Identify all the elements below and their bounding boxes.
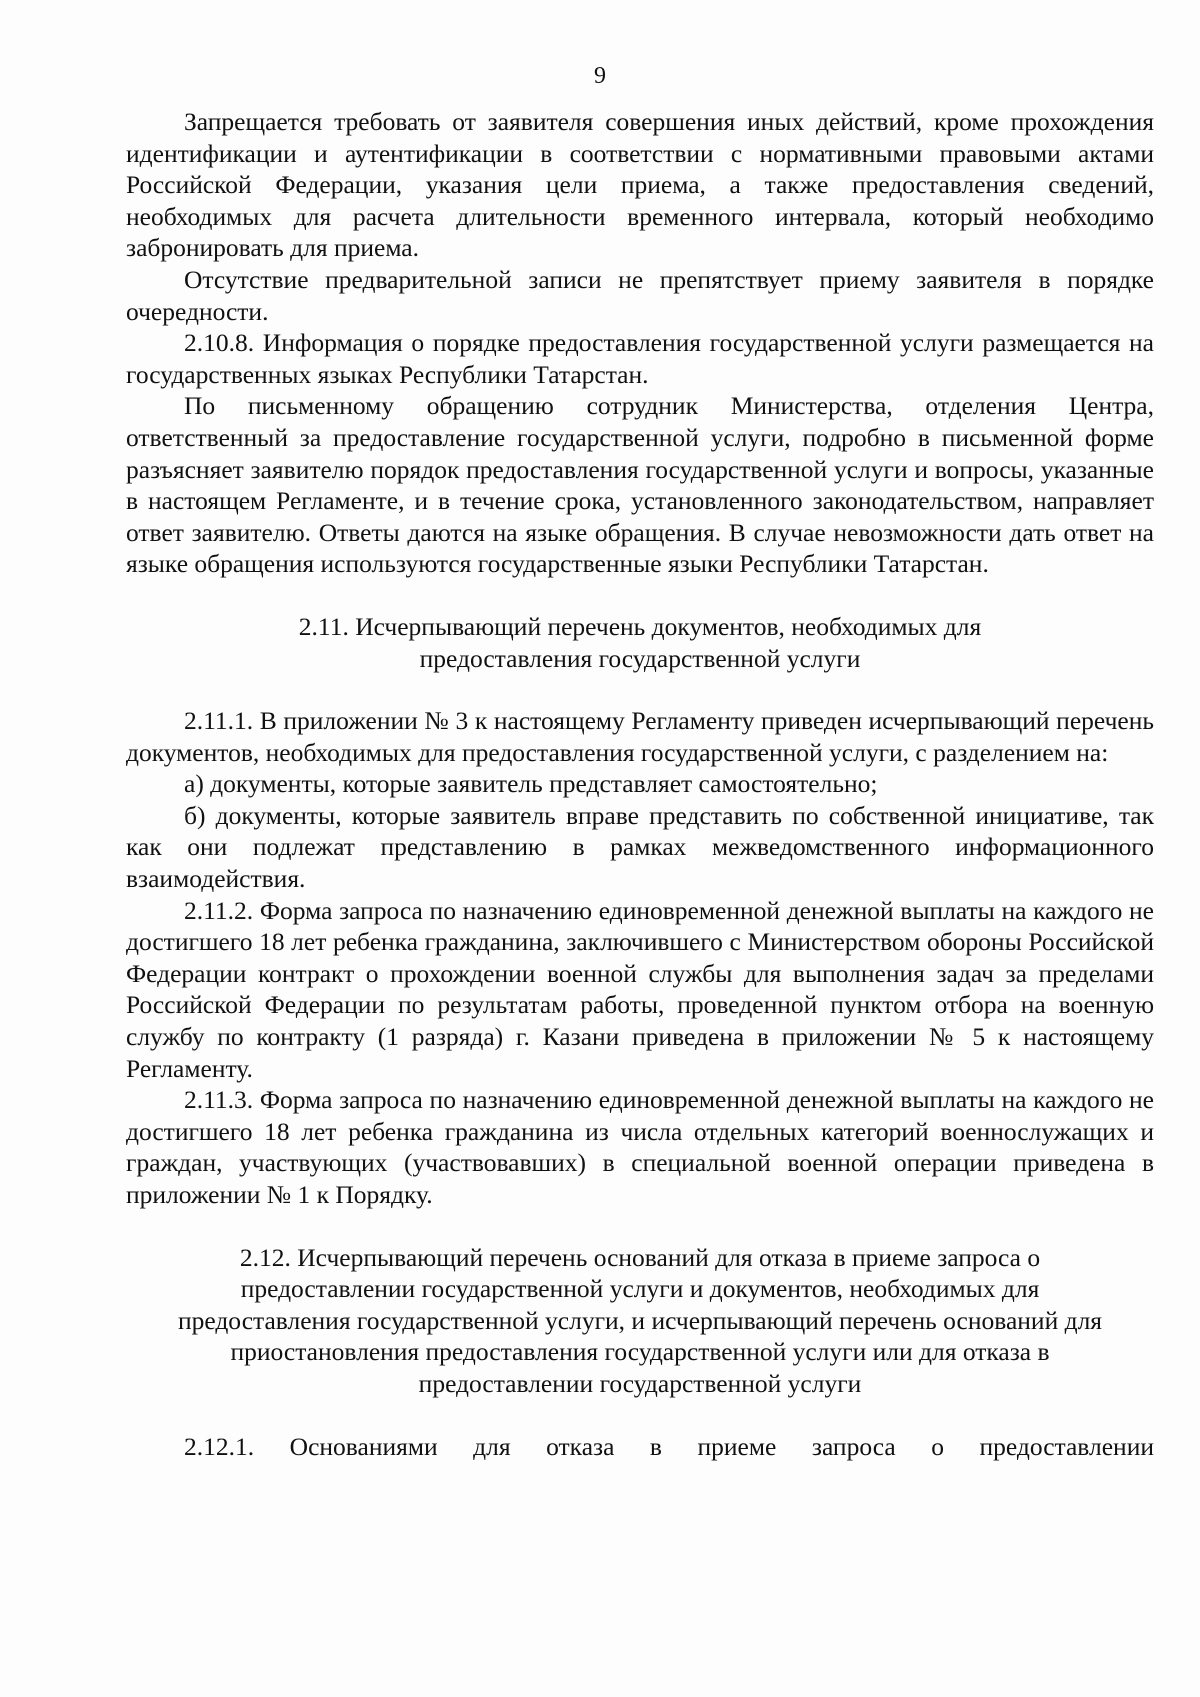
paragraph-no-appointment: Отсутствие предварительной записи не препятствует приему заявителя в порядке очередности. <box>126 264 1154 326</box>
paragraph-2-10-8: 2.10.8. Информация о порядке предоставления государственной услуги размещается на государственных языках Республики Татарстан. <box>126 328 1154 389</box>
paragraph-2-11-2: 2.11.2. Форма запроса по назначению единовременной денежной выплаты на каждого не достигшего 18 лет ребенка гражданина, заключившего с Министерством обороны Российской Федерации контракт о прохождении военной службы для выполнения задач за пределами Российской Федерации по результатам работы, проведенной пунктом отбора на военную службу по контракту (1 разряда) г. Казани приведена в приложении № 5 к настоящему Регламенту. <box>126 895 1154 1083</box>
paragraph-2-12-1: 2.12.1. Основаниями для отказа в приеме запроса о предоставлении <box>184 1431 1154 1461</box>
paragraph-booking-requirements: Запрещается требовать от заявителя совершения иных действий, кроме прохождения идентификации и аутентификации в соответствии с нормативными правовыми актами Российской Федерации, указания цели приема, а также предоставления сведений, необходимых для расчета длительности временного интервала, который необходимо забронировать для приема. <box>126 107 1154 263</box>
heading-2-11-line-1: 2.11. Исчерпывающий перечень документов, необходимых для <box>298 611 982 641</box>
paragraph-item-b: б) документы, которые заявитель вправе представить по собственной инициативе, так как они подлежат представлению в рамках межведомственного информационного взаимодействия. <box>126 800 1154 894</box>
heading-2-12-line-3: предоставления государственной услуги, и исчерпывающий перечень оснований для <box>177 1305 1103 1335</box>
heading-2-12-line-4: приостановления предоставления государственной услуги или для отказа в <box>230 1337 1050 1367</box>
section-2-12-content <box>126 1431 1154 1463</box>
heading-2-12-line-1: 2.12. Исчерпывающий перечень оснований для отказа в приеме запроса о <box>239 1242 1041 1272</box>
heading-2-12-line-2: предоставлении государственной услуги и документов, необходимых для <box>240 1274 1040 1304</box>
document-body <box>126 106 1154 1462</box>
paragraph-written-request: По письменному обращению сотрудник Министерства, отделения Центра, ответственный за предоставление государственной услуги, подробно в письменной форме разъясняет заявителю порядок предоставления государственной услуги и вопросы, указанные в настоящем Регламенте, и в течение срока, установленного законодательством, направляет ответ заявителю. Ответы даются на языке обращения. В случае невозможности дать ответ на языке обращения используются государственные языки Республики Татарстан. <box>126 391 1154 579</box>
section-2-11-content <box>126 705 1154 1211</box>
page-number: 9 <box>594 63 606 89</box>
paragraph-2-11-3: 2.11.3. Форма запроса по назначению единовременной денежной выплаты на каждого не достигшего 18 лет ребенка гражданина из числа отдельных категорий военнослужащих и граждан, участвующих (участвовавших) в специальной военной операции приведена в приложении № 1 к Порядку. <box>126 1085 1154 1209</box>
paragraph-2-11-1: 2.11.1. В приложении № 3 к настоящему Регламенту приведен исчерпывающий перечень документов, необходимых для предоставления государственной услуги, с разделением на: <box>126 706 1154 767</box>
paragraph-item-a: а) документы, которые заявитель представляет самостоятельно; <box>184 769 878 799</box>
section-heading-2-11 <box>126 611 1154 674</box>
heading-2-12-line-5: предоставлении государственной услуги <box>418 1368 862 1398</box>
heading-2-11-line-2: предоставления государственной услуги <box>419 643 861 673</box>
section-heading-2-12 <box>126 1242 1154 1400</box>
